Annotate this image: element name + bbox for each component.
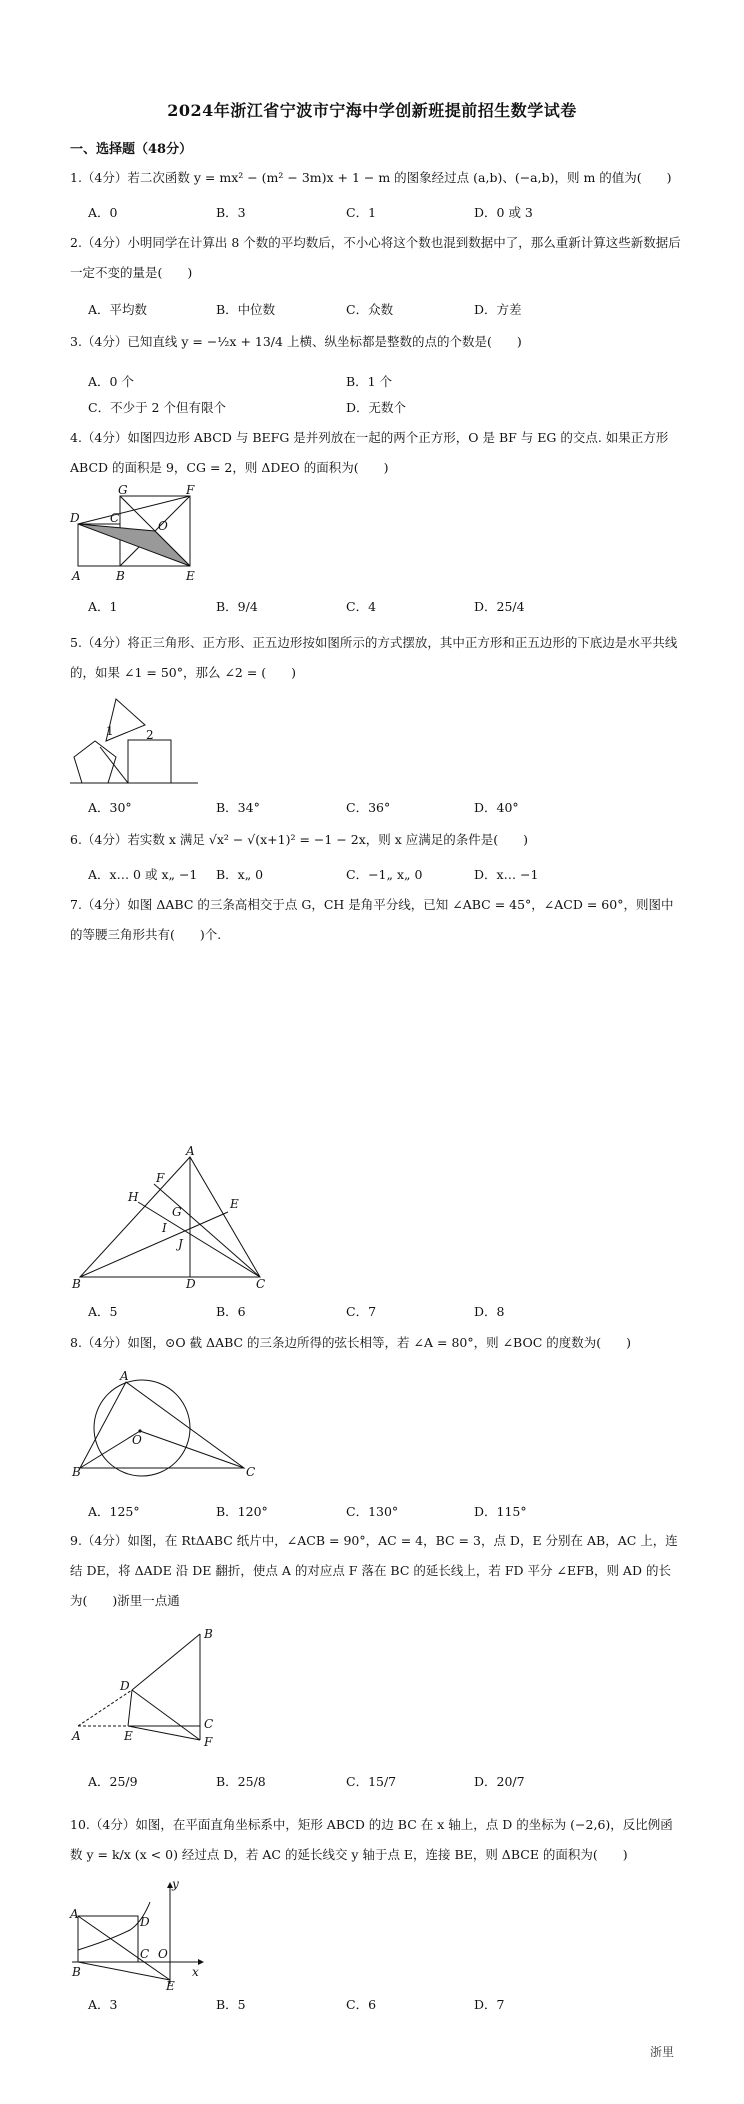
x-axis-arrow — [198, 1959, 204, 1965]
option-d[interactable]: D．0 或 3 — [474, 205, 533, 220]
label-d: D — [120, 1679, 130, 1693]
segment-df — [132, 1690, 200, 1740]
angle-2-label: 2 — [146, 728, 154, 742]
label-x: x — [192, 1965, 199, 1979]
angle-1-label: 1 — [106, 724, 114, 738]
label-a: A — [120, 1369, 129, 1383]
option-d[interactable]: D．25/4 — [474, 599, 525, 614]
label-d: D — [70, 511, 80, 525]
option-a[interactable]: A．0 个 — [88, 374, 134, 389]
square-figure — [70, 483, 210, 590]
option-c[interactable]: C．130° — [346, 1504, 399, 1519]
option-d[interactable]: D．8 — [474, 1304, 505, 1319]
label-a: A — [72, 1729, 81, 1743]
label-a: A — [186, 1144, 195, 1158]
option-a[interactable]: A．1 — [88, 599, 118, 614]
option-b[interactable]: B．25/8 — [216, 1774, 266, 1789]
label-j: J — [178, 1237, 183, 1251]
label-c: C — [246, 1465, 256, 1479]
segment-ef — [128, 1726, 200, 1740]
option-c[interactable]: C．7 — [346, 1304, 377, 1319]
option-c[interactable]: C．−1„ x„ 0 — [346, 867, 423, 882]
question-10-stem: 10.（4分）如图，在平面直角坐标系中，矩形 ABCD 的边 BC 在 x 轴上，点 D 的坐标为 (−2,6)，反比例函数 y = k/x (x < 0) 经过点 D，若 AC 的延长线交 y 轴于点 E，连接 BE，则 ΔBCE 的面积为( ) — [70, 1817, 673, 1862]
option-a[interactable]: A．0 — [88, 205, 118, 220]
question-6-options — [88, 865, 688, 887]
triangle-heights-figure — [70, 1144, 270, 1291]
label-i: I — [162, 1221, 167, 1235]
label-a: A — [70, 1907, 79, 1921]
option-d[interactable]: D．x… −1 — [474, 867, 539, 882]
label-c: C — [140, 1947, 150, 1961]
option-b[interactable]: B．3 — [216, 205, 246, 220]
label-f: F — [186, 483, 195, 497]
option-c[interactable]: C．6 — [346, 1997, 377, 2012]
segment — [100, 747, 128, 783]
option-b[interactable]: B．9/4 — [216, 599, 258, 614]
question-1-options — [88, 203, 688, 225]
option-d[interactable]: D．115° — [474, 1504, 527, 1519]
question-4-options — [88, 597, 688, 619]
segment-oc — [140, 1431, 244, 1468]
label-e: E — [166, 1979, 175, 1993]
label-d: D — [186, 1277, 196, 1291]
rectangle-abcd — [78, 1916, 138, 1962]
segment-ae — [78, 1916, 170, 1980]
label-e: E — [230, 1197, 239, 1211]
option-a[interactable]: A．30° — [88, 800, 132, 815]
question-9-options — [88, 1772, 688, 1794]
label-b: B — [72, 1965, 81, 1979]
page-footer: 浙里 — [649, 2045, 674, 2059]
question-9-stem: 9.（4分）如图，在 RtΔABC 纸片中，∠ACB = 90°，AC = 4，BC = 3，点 D，E 分别在 AB，AC 上，连结 DE，将 ΔADE 沿 DE 翻折，使点 A 的对应点 F 落在 BC 的延长线上，若 FD 平分 ∠EFB，则 AD 的长为( )浙里一点通 — [70, 1533, 678, 1608]
height-cf — [154, 1184, 260, 1277]
question-10-options — [88, 1995, 688, 2017]
label-o: O — [158, 519, 168, 533]
option-d[interactable]: D．20/7 — [474, 1774, 525, 1789]
label-c: C — [204, 1717, 214, 1731]
label-h: H — [128, 1190, 139, 1204]
bisector-ch — [138, 1202, 260, 1277]
segment-ad-dashed — [78, 1690, 132, 1726]
label-b: B — [204, 1627, 213, 1641]
label-d: D — [140, 1915, 150, 1929]
question-2-options — [88, 300, 688, 322]
label-g: G — [172, 1205, 182, 1219]
label-o: O — [132, 1433, 142, 1447]
question-3-stem: 3.（4分）已知直线 y = −½x + 13/4 上横、纵坐标都是整数的点的个数是( ) — [70, 334, 522, 349]
label-y: y — [172, 1877, 179, 1891]
square — [128, 740, 171, 783]
option-d[interactable]: D．7 — [474, 1997, 505, 2012]
label-e: E — [186, 569, 195, 583]
polygons-figure — [70, 695, 200, 790]
question-7-options — [88, 1302, 688, 1324]
label-f: F — [156, 1171, 165, 1185]
option-c[interactable]: C．36° — [346, 800, 391, 815]
option-a[interactable]: A．3 — [88, 1997, 118, 2012]
label-c: C — [110, 511, 120, 525]
option-b[interactable]: B．6 — [216, 1304, 246, 1319]
option-b[interactable]: B．x„ 0 — [216, 867, 264, 882]
folding-figure — [70, 1628, 220, 1748]
option-d[interactable]: D．方差 — [474, 302, 522, 317]
option-b[interactable]: B．120° — [216, 1504, 268, 1519]
label-b: B — [72, 1465, 81, 1479]
segment-bo — [80, 1431, 140, 1468]
label-b: B — [116, 569, 125, 583]
question-6-stem: 6.（4分）若实数 x 满足 √x² − √(x+1)² = −1 − 2x，则 x 应满足的条件是( ) — [70, 832, 529, 847]
question-1-stem: 1.（4分）若二次函数 y = mx² − (m² − 3m)x + 1 − m 的图象经过点 (a,b)、(−a,b)，则 m 的值为( ) — [70, 170, 672, 185]
option-c[interactable]: C．1 — [346, 205, 377, 220]
pentagon — [74, 741, 116, 783]
page-title: 2024年浙江省宁波市宁海中学创新班提前招生数学试卷 — [167, 101, 577, 120]
option-b[interactable]: B．1 个 — [346, 374, 393, 389]
label-e: E — [124, 1729, 133, 1743]
label-g: G — [118, 483, 128, 497]
label-a: A — [72, 569, 81, 583]
option-d[interactable]: D．40° — [474, 800, 519, 815]
question-4-stem: 4.（4分）如图四边形 ABCD 与 BEFG 是并列放在一起的两个正方形，O 是 BF 与 EG 的交点. 如果正方形 ABCD 的面积是 9，CG = 2，则 ΔDEO 的面积为( ) — [70, 430, 669, 475]
question-8-options — [88, 1502, 688, 1524]
question-5-stem: 5.（4分）将正三角形、正方形、正五边形按如图所示的方式摆放，其中正方形和正五边形的下底边是水平共线的，如果 ∠1 = 50°，那么 ∠2 = ( ) — [70, 635, 678, 680]
section-heading: 一、选择题（48分） — [70, 142, 193, 157]
option-d[interactable]: D．无数个 — [346, 400, 407, 415]
option-a[interactable]: A．5 — [88, 1304, 118, 1319]
triangle-deo — [78, 524, 190, 566]
circle-o — [94, 1380, 190, 1476]
option-a[interactable]: A．125° — [88, 1504, 140, 1519]
segment-db — [132, 1634, 200, 1690]
option-b[interactable]: B．34° — [216, 800, 260, 815]
coordinate-figure — [70, 1877, 210, 1993]
option-a[interactable]: A．平均数 — [88, 302, 148, 317]
label-b: B — [72, 1277, 81, 1291]
triangle-abc — [80, 1157, 260, 1277]
option-c[interactable]: C．不少于 2 个但有限个 — [88, 400, 226, 415]
option-b[interactable]: B．中位数 — [216, 302, 276, 317]
option-a[interactable]: A．x… 0 或 x„ −1 — [88, 867, 198, 882]
option-c[interactable]: C．众数 — [346, 302, 394, 317]
question-7-stem: 7.（4分）如图 ΔABC 的三条高相交于点 G，CH 是角平分线，已知 ∠ABC = 45°，∠ACD = 60°，则图中的等腰三角形共有( )个. — [70, 897, 674, 942]
height-be — [80, 1212, 228, 1277]
segment-de — [128, 1690, 132, 1726]
triangle-abc — [80, 1382, 244, 1468]
question-8-stem: 8.（4分）如图，⊙O 截 ΔABC 的三条边所得的弦长相等，若 ∠A = 80°，则 ∠BOC 的度数为( ) — [70, 1335, 632, 1350]
option-c[interactable]: C．15/7 — [346, 1774, 397, 1789]
option-a[interactable]: A．25/9 — [88, 1774, 138, 1789]
label-c: C — [256, 1277, 266, 1291]
question-2-stem: 2.（4分）小明同学在计算出 8 个数的平均数后，不小心将这个数也混到数据中了，那么重新计算这些新数据后一定不变的量是( ) — [70, 235, 681, 280]
option-c[interactable]: C．4 — [346, 599, 377, 614]
question-5-options — [88, 798, 688, 820]
label-f: F — [204, 1735, 213, 1749]
option-b[interactable]: B．5 — [216, 1997, 246, 2012]
circle-triangle-figure — [70, 1368, 260, 1482]
label-o: O — [158, 1947, 168, 1961]
